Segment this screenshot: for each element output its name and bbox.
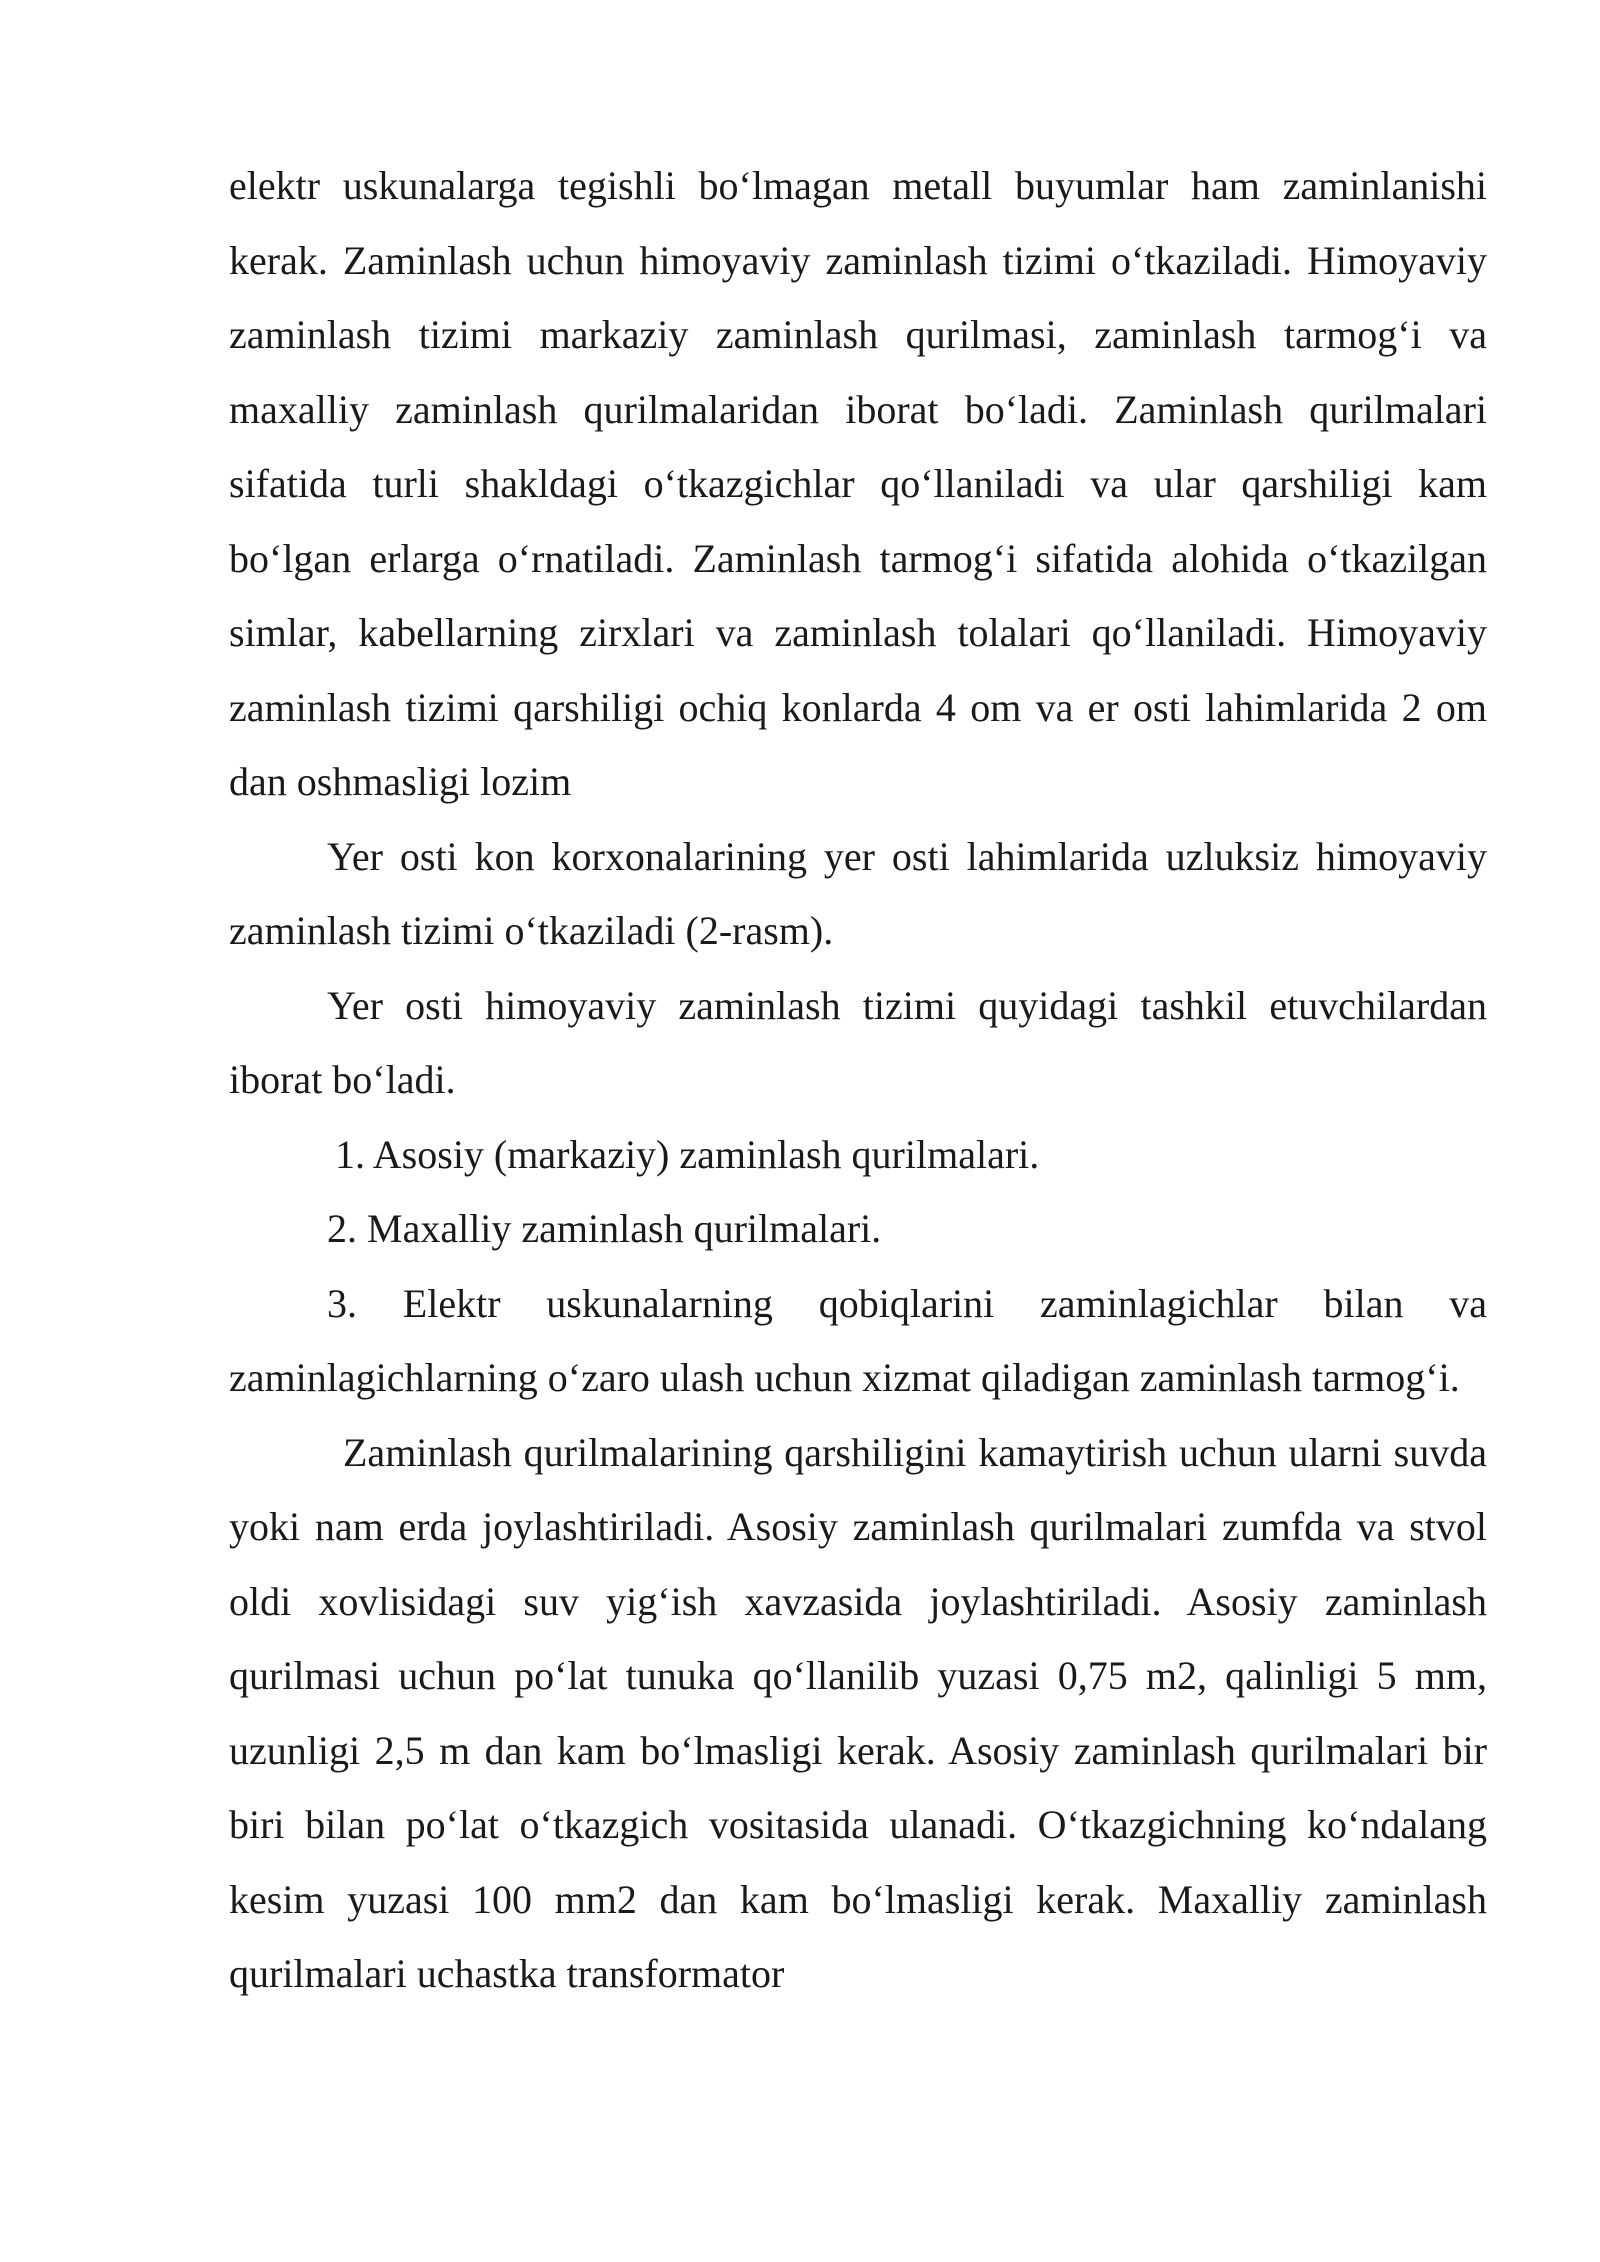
paragraph-components-intro: Yer osti himoyaviy zaminlash tizimi quyidagi tashkil etuvchilardan iborat bo‘ladi. [229, 982, 1487, 1102]
list-item-local-grounding: 2. Maxalliy zaminlash qurilmalari. [327, 1206, 882, 1251]
document-page [229, 149, 1487, 2012]
paragraph-grounding-placement: Zaminlash qurilmalarining qarshiligini kamaytirish uchun ularni suvda yoki nam erda joylashtiriladi. Asosiy zaminlash qurilmalari zumfda va stvol oldi xovlisidagi suv yig‘ish xavzasida joylashtiriladi. Asosiy zaminlash qurilmasi uchun po‘lat tunuka qo‘llanilib yuzasi 0,75 m2, qalinligi 5 mm, uzunligi 2,5 m dan kam bo‘lmasligi kerak. Asosiy zaminlash qurilmalari bir biri bilan po‘lat o‘tkazgich vositasida ulanadi. O‘tkazgichning ko‘ndalang kesim yuzasi 100 mm2 dan kam bo‘lmasligi kerak. Maxalliy zaminlash qurilmalari uchastka transformator [229, 1429, 1487, 1996]
paragraph-grounding-overview: elektr uskunalarga tegishli bo‘lmagan metall buyumlar ham zaminlanishi kerak. Zaminlash uchun himoyaviy zaminlash tizimi o‘tkaziladi. Himoyaviy zaminlash tizimi markaziy zaminlash qurilmasi, zaminlash tarmog‘i va maxalliy zaminlash qurilmalaridan iborat bo‘ladi. Zaminlash qurilmalari sifatida turli shakldagi o‘tkazgichlar qo‘llaniladi va ular qarshiligi kam bo‘lgan erlarga o‘rnatiladi. Zaminlash tarmog‘i sifatida alohida o‘tkazilgan simlar, kabellarning zirxlari va zaminlash tolalari qo‘llaniladi. Himoyaviy zaminlash tizimi qarshiligi ochiq konlarda 4 om va er osti lahimlarida 2 om dan oshmasligi lozim [229, 163, 1487, 804]
list-item-grounding-network: 3. Elektr uskunalarning qobiqlarini zaminlagichlar bilan va zaminlagichlarning o‘zaro ulash uchun xizmat qiladigan zaminlash tarmog‘i. [229, 1280, 1487, 1400]
paragraph-underground-system: Yer osti kon korxonalarining yer osti lahimlarida uzluksiz himoyaviy zaminlash tizimi o‘tkaziladi (2-rasm). [229, 833, 1487, 953]
list-item-main-grounding: 1. Asosiy (markaziy) zaminlash qurilmalari. [335, 1131, 1040, 1177]
